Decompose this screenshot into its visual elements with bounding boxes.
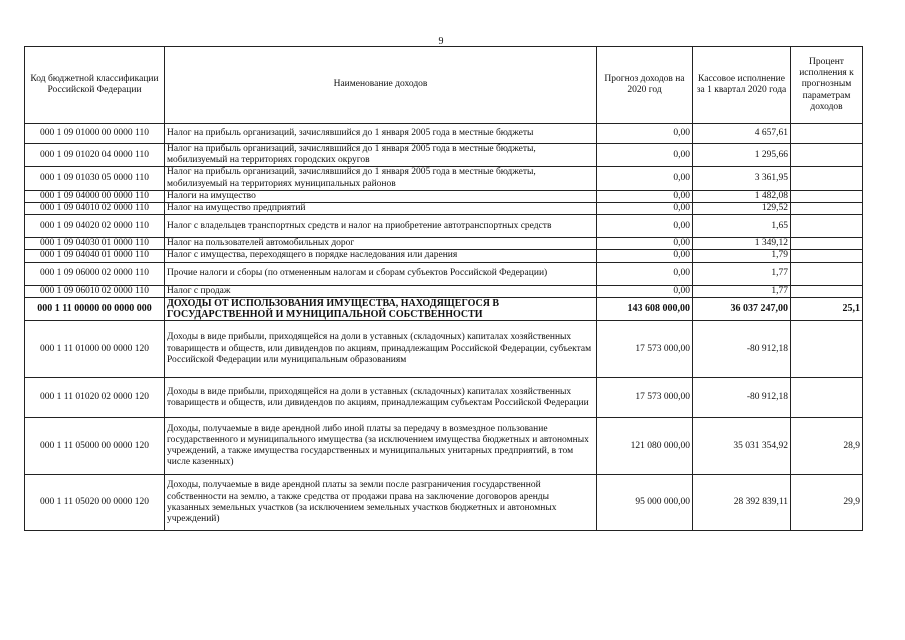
cell-execution: 4 657,61: [693, 124, 791, 144]
cell-code: 000 1 11 01020 02 0000 120: [25, 378, 165, 418]
cell-forecast: 0,00: [597, 144, 693, 167]
cell-code: 000 1 09 01030 05 0000 110: [25, 167, 165, 190]
cell-forecast: 0,00: [597, 285, 693, 297]
cell-forecast: 0,00: [597, 215, 693, 238]
cell-percent: [791, 321, 863, 378]
table-row: [25, 297, 863, 320]
cell-forecast: 0,00: [597, 167, 693, 190]
table-row: [25, 285, 863, 297]
header-code: Код бюджетной классификации Российской Федерации: [25, 47, 165, 124]
cell-name: Налог на прибыль организаций, зачислявшийся до 1 января 2005 года в местные бюджеты, мобилизуемый на территориях городских округов: [165, 144, 597, 167]
cell-forecast: 0,00: [597, 262, 693, 285]
cell-execution: 1 349,12: [693, 238, 791, 250]
cell-execution: 129,52: [693, 203, 791, 215]
table-row: [25, 378, 863, 418]
cell-code: 000 1 11 01000 00 0000 120: [25, 321, 165, 378]
cell-execution: 1,77: [693, 285, 791, 297]
header-execution: Кассовое исполнение за 1 квартал 2020 года: [693, 47, 791, 124]
cell-forecast: 17 573 000,00: [597, 321, 693, 378]
cell-execution: 1,65: [693, 215, 791, 238]
cell-name: Доходы, получаемые в виде арендной платы за земли после разграничения государственной собственности на землю, а также средства от продажи права на заключение договоров аренды указанных земельных участков (за исключением земельных участков бюджетных и автономных учреждений): [165, 475, 597, 531]
cell-name: Налог на прибыль организаций, зачислявшийся до 1 января 2005 года в местные бюджеты, мобилизуемый на территориях муниципальных районов: [165, 167, 597, 190]
cell-code: 000 1 11 05020 00 0000 120: [25, 475, 165, 531]
cell-execution: 1,77: [693, 262, 791, 285]
cell-execution: 35 031 354,92: [693, 418, 791, 475]
cell-forecast: 95 000 000,00: [597, 475, 693, 531]
table-row: [25, 167, 863, 190]
cell-percent: 25,1: [791, 297, 863, 320]
cell-code: 000 1 09 04000 00 0000 110: [25, 190, 165, 202]
cell-code: 000 1 09 01000 00 0000 110: [25, 124, 165, 144]
header-name: Наименование доходов: [165, 47, 597, 124]
cell-percent: [791, 285, 863, 297]
table-row: [25, 203, 863, 215]
cell-name: Налоги на имущество: [165, 190, 597, 202]
cell-execution: 3 361,95: [693, 167, 791, 190]
table-row: [25, 215, 863, 238]
table-row: [25, 144, 863, 167]
cell-name: Налог на имущество предприятий: [165, 203, 597, 215]
cell-percent: [791, 167, 863, 190]
cell-execution: 36 037 247,00: [693, 297, 791, 320]
cell-execution: -80 912,18: [693, 321, 791, 378]
cell-name: Доходы в виде прибыли, приходящейся на доли в уставных (складочных) капиталах хозяйственных товариществ и обществ, или дивидендов по акциям, принадлежащим Российской Федерации, субъектам Российской Федерации или муниципальным образованиям: [165, 321, 597, 378]
cell-percent: [791, 238, 863, 250]
cell-percent: [791, 215, 863, 238]
table-row: [25, 418, 863, 475]
cell-name: Налог с имущества, переходящего в порядке наследования или дарения: [165, 250, 597, 262]
cell-forecast: 0,00: [597, 238, 693, 250]
cell-percent: [791, 262, 863, 285]
cell-code: 000 1 09 04020 02 0000 110: [25, 215, 165, 238]
cell-percent: [791, 378, 863, 418]
cell-code: 000 1 09 04040 01 0000 110: [25, 250, 165, 262]
table-row: [25, 321, 863, 378]
cell-name: ДОХОДЫ ОТ ИСПОЛЬЗОВАНИЯ ИМУЩЕСТВА, НАХОДЯЩЕГОСЯ В ГОСУДАРСТВЕННОЙ И МУНИЦИПАЛЬНОЙ СОБСТВЕННОСТИ: [165, 297, 597, 320]
cell-percent: [791, 250, 863, 262]
table-row: [25, 475, 863, 531]
cell-code: 000 1 11 00000 00 0000 000: [25, 297, 165, 320]
table-row: [25, 190, 863, 202]
table-row: [25, 238, 863, 250]
cell-name: Налог с продаж: [165, 285, 597, 297]
page-number: 9: [438, 36, 444, 47]
cell-execution: -80 912,18: [693, 378, 791, 418]
cell-execution: 28 392 839,11: [693, 475, 791, 531]
cell-percent: [791, 124, 863, 144]
cell-forecast: 0,00: [597, 124, 693, 144]
table-row: [25, 262, 863, 285]
cell-name: Доходы в виде прибыли, приходящейся на доли в уставных (складочных) капиталах хозяйственных товариществ и обществ, или дивидендов по акциям, принадлежащим субъектам Российской Федерации: [165, 378, 597, 418]
cell-forecast: 17 573 000,00: [597, 378, 693, 418]
cell-name: Налог на пользователей автомобильных дорог: [165, 238, 597, 250]
table-header-row: [25, 47, 863, 124]
cell-name: Налог с владельцев транспортных средств и налог на приобретение автотранспортных средств: [165, 215, 597, 238]
cell-forecast: 0,00: [597, 203, 693, 215]
cell-code: 000 1 09 01020 04 0000 110: [25, 144, 165, 167]
cell-percent: [791, 144, 863, 167]
cell-percent: 28,9: [791, 418, 863, 475]
cell-code: 000 1 09 04030 01 0000 110: [25, 238, 165, 250]
cell-forecast: 0,00: [597, 190, 693, 202]
cell-name: Прочие налоги и сборы (по отмененным налогам и сборам субъектов Российской Федерации): [165, 262, 597, 285]
cell-forecast: 121 080 000,00: [597, 418, 693, 475]
header-percent: Процент исполнения к прогнозным параметрам доходов: [791, 47, 863, 124]
cell-forecast: 0,00: [597, 250, 693, 262]
cell-percent: 29,9: [791, 475, 863, 531]
table-body: [25, 124, 863, 531]
cell-code: 000 1 09 06000 02 0000 110: [25, 262, 165, 285]
cell-code: 000 1 11 05000 00 0000 120: [25, 418, 165, 475]
cell-percent: [791, 203, 863, 215]
cell-name: Доходы, получаемые в виде арендной либо иной платы за передачу в возмездное пользование государственного и муниципального имущества (за исключением имущества бюджетных и автономных учреждений, а также имущества государственных и муниципальных унитарных предприятий, в том числе казенных): [165, 418, 597, 475]
cell-code: 000 1 09 06010 02 0000 110: [25, 285, 165, 297]
header-forecast: Прогноз доходов на 2020 год: [597, 47, 693, 124]
cell-forecast: 143 608 000,00: [597, 297, 693, 320]
cell-execution: 1 482,08: [693, 190, 791, 202]
cell-code: 000 1 09 04010 02 0000 110: [25, 203, 165, 215]
cell-name: Налог на прибыль организаций, зачислявшийся до 1 января 2005 года в местные бюджеты: [165, 124, 597, 144]
table-row: [25, 124, 863, 144]
cell-execution: 1 295,66: [693, 144, 791, 167]
table-row: [25, 250, 863, 262]
cell-execution: 1,79: [693, 250, 791, 262]
revenue-table: [24, 46, 863, 531]
cell-percent: [791, 190, 863, 202]
